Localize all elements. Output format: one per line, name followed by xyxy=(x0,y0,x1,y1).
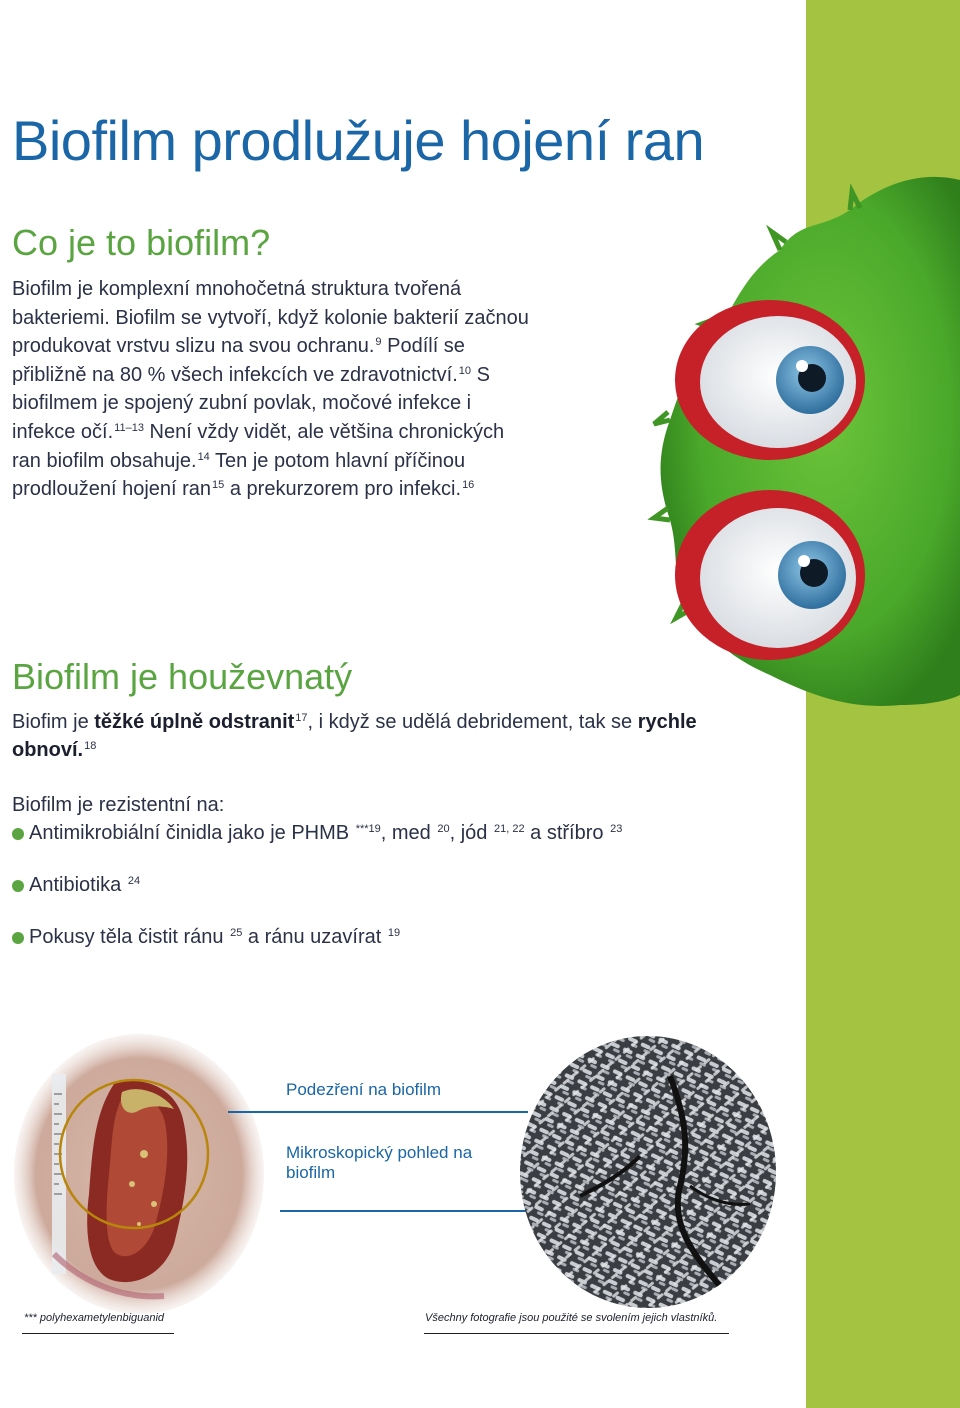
resistance-intro: Biofilm je rezistentní na: xyxy=(12,794,225,816)
resistance-item-body-defense: Pokusy těla čistit ránu $^{25}$ a ránu uzavírat $^{19}$ xyxy=(12,926,400,949)
microscope-photo xyxy=(520,1036,776,1308)
resistance-item-antibiotics: Antibiotika $^{24}$ xyxy=(12,874,140,897)
section-heading-biofilm-tough: Biofilm je houževnatý xyxy=(12,656,353,697)
bullet-dot-icon xyxy=(12,880,24,892)
wound-photo xyxy=(14,1034,264,1314)
page-title: Biofilm prodlužuje hojení ran xyxy=(12,109,705,172)
caption-microscopic-view: Mikroskopický pohled na biofilm xyxy=(286,1143,473,1182)
bullet-dot-icon xyxy=(12,828,24,840)
caption-suspected-biofilm: Podezření na biofilm xyxy=(286,1080,441,1099)
what-is-biofilm-paragraph: Biofilm je komplexní mnohočetná struktura tvořená bakteriemi. Biofilm se vytvoří, když kolonie bakterií začnou produkovat vrstvu slizu na svou ochranu.$^9$ Podílí se přibližně na 80 % všech infekcích ve zdravotnictví.$^{10}$ S biofilmem je spojený zubní povlak, močové infekce i infekce očí.$^{11-13}$ Není vždy vidět, ale většina chronických ran biofilm obsahuje.$^{14}$ Ten je potom hlavní příčinou prodloužení hojení ran$^{15}$ a prekurzorem pro infekci.$^{16}$ xyxy=(12,278,529,501)
footnote-underline-right xyxy=(424,1333,729,1334)
footnote-phmb: *** polyhexametylenbiguanid xyxy=(24,1312,165,1324)
footnote-photo-credits: Všechny fotografie jsou použité se svolením jejich vlastníků. xyxy=(425,1312,718,1324)
footnote-underline-left xyxy=(22,1333,174,1334)
monster-eye-upper xyxy=(675,300,865,460)
callout-line-suspect xyxy=(228,1111,528,1113)
bullet-dot-icon xyxy=(12,932,24,944)
section-heading-what-is-biofilm: Co je to biofilm? xyxy=(12,222,271,263)
monster-eye-lower xyxy=(675,490,865,660)
biofilm-tough-paragraph: Biofim je těžké úplně odstranit$^{17}$, i když se udělá debridement, tak se rychle obnoví.$^{18}$ xyxy=(12,711,697,761)
biofilm-monster-illustration xyxy=(520,160,960,720)
resistance-item-antimicrobials: Antimikrobiální činidla jako je PHMB $^{***19}$, med $^{20}$, jód $^{21, 22}$ a stříbro $^{23}$ xyxy=(12,822,622,845)
